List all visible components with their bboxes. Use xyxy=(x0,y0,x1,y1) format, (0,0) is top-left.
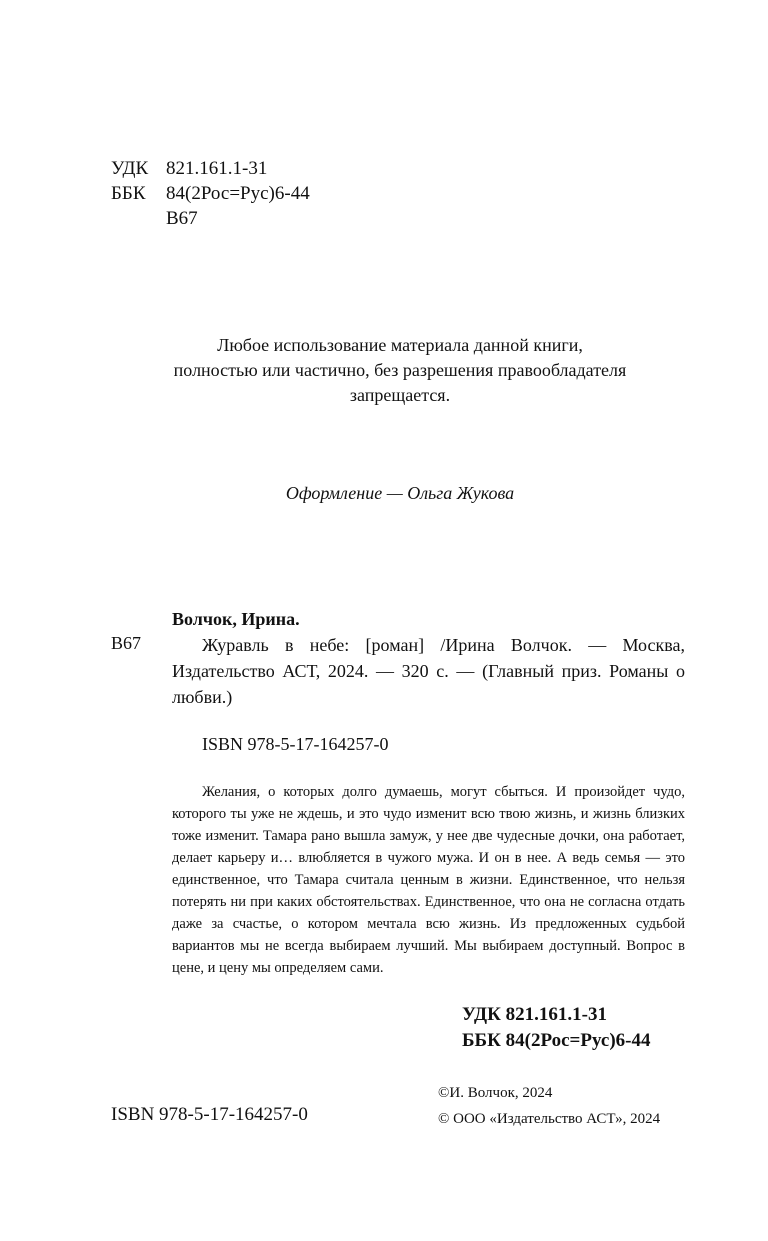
classification-block xyxy=(111,156,310,231)
udk-value: 821.161.1-31 xyxy=(166,158,268,179)
bbk-label: ББК xyxy=(111,183,146,204)
bbk-row xyxy=(111,181,310,206)
annotation: Желания, о которых долго думаешь, могут сбыться. И произойдет чудо, которого ты уже не ждешь, и это чудо изменит всю твою жизнь, и жизнь близких тоже изменит. Тамара рано вышла замуж, у нее две чудесные дочки, она работает, делает карьеру и… влюбляется в чужого мужа. И он в нее. А ведь семья — это единственное, что Тамара считала ценным в жизни. Единственное, что нельзя потерять ни при каких обстоятельствах. Единственное, что она не согласна отдать даже за счастье, о котором мечтала всю жизнь. Из предложенных судьбой вариантов мы не всегда выбираем лучший. Мы выбираем доступный. Вопрос в цене, и цену мы определяем сами. xyxy=(172,784,685,976)
copyright-author: ©И. Волчок, 2024 xyxy=(438,1085,553,1101)
author-code: В67 xyxy=(166,208,198,229)
bibliographic-code: В67 xyxy=(111,633,142,653)
udk-row xyxy=(111,156,310,181)
notice-line-1: Любое использование материала данной книги, xyxy=(217,335,583,355)
copyright-publisher: © ООО «Издательство АСТ», 2024 xyxy=(438,1111,661,1127)
bbk-value: 84(2Рос=Рус)6-44 xyxy=(166,183,310,204)
copyright-notice xyxy=(110,333,690,408)
bottom-codes xyxy=(462,1002,650,1054)
notice-line-3: запрещается. xyxy=(349,385,451,405)
isbn-main: ISBN 978-5-17-164257-0 xyxy=(202,734,389,754)
bottom-bbk: ББК 84(2Рос=Рус)6-44 xyxy=(462,1030,651,1051)
udk-label: УДК xyxy=(111,158,149,179)
copyright-block xyxy=(438,1080,660,1132)
bottom-udk: УДК 821.161.1-31 xyxy=(462,1004,607,1025)
author-code-row xyxy=(111,206,310,231)
notice-line-2: полностью или частично, без разрешения правообладателя xyxy=(173,360,627,380)
design-credit: Оформление — Ольга Жукова xyxy=(285,483,515,503)
bibliographic-description: Журавль в небе: [роман] /Ирина Волчок. — Москва, Издательство АСТ, 2024. — 320 с. — (Главный приз. Романы о любви.) xyxy=(172,635,685,707)
author-heading: Волчок, Ирина. xyxy=(172,609,300,629)
isbn-bottom: ISBN 978-5-17-164257-0 xyxy=(111,1104,308,1125)
